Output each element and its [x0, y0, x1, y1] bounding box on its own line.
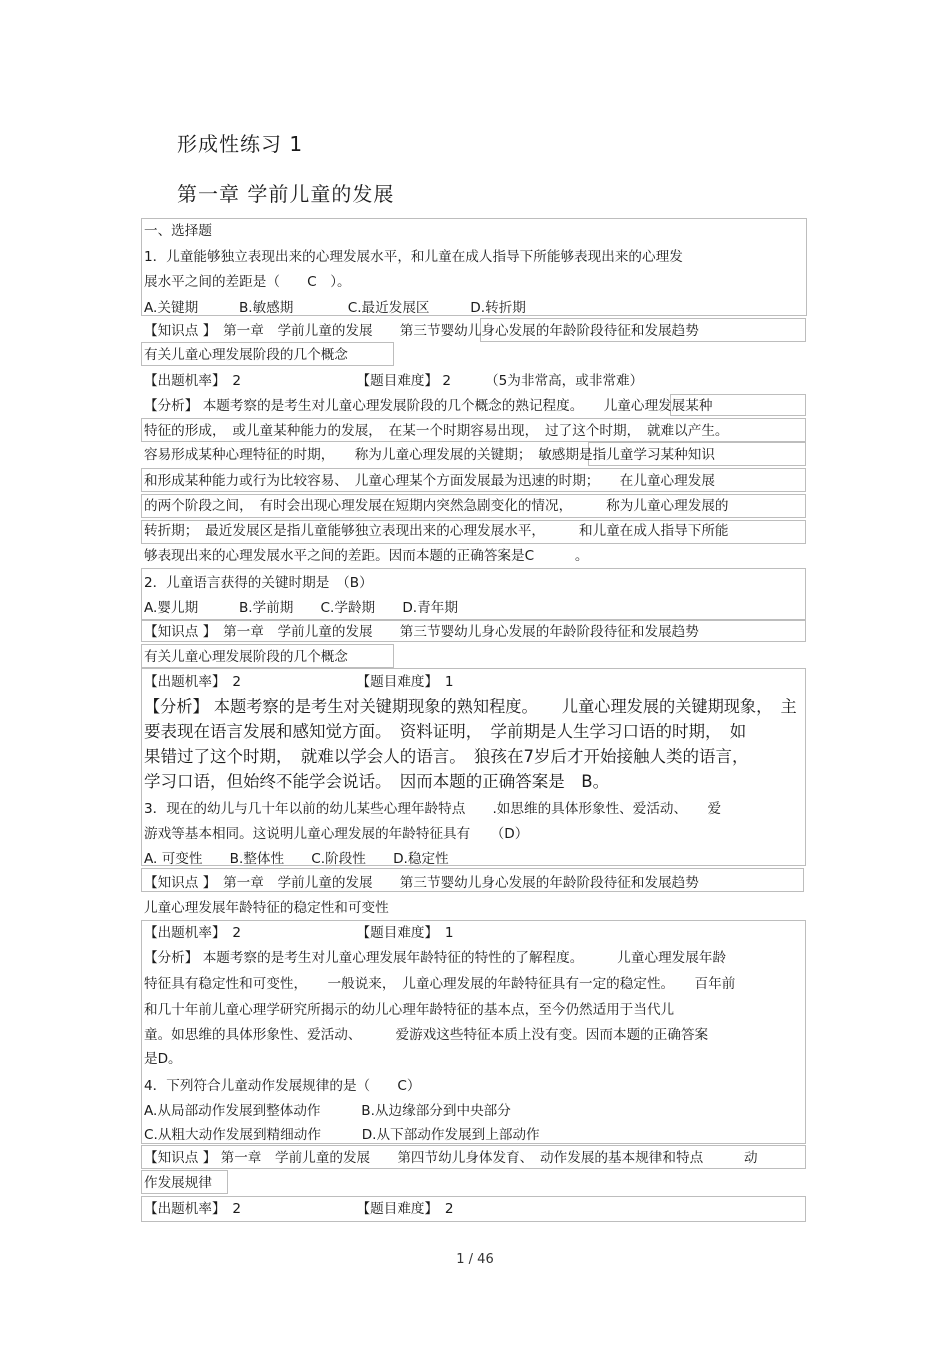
meta-line: 【出题机率】 2 【题目难度】 2 （5为非常高，或非常难）	[144, 373, 644, 389]
knowledge-point: 【知识点 】 第一章 学前儿童的发展 第三节婴幼儿身心发展的年龄阶段待征和发展趋势	[144, 323, 699, 339]
question-text: 3．现在的幼儿与几十年以前的幼儿某些心理年龄特点 .如思维的具体形象性、爱活动、 爱	[144, 801, 722, 817]
answer-options: A.婴儿期 B.学前期 C.学龄期 D.青年期	[144, 600, 458, 616]
analysis-text: 容易形成某种心理特征的时期， 称为儿童心理发展的关键期； 敏感期是指儿童学习某种知识	[144, 447, 715, 463]
answer-options: C.从粗大动作发展到精细动作 D.从下部动作发展到上部动作	[144, 1127, 540, 1143]
question-text: 1．儿童能够独立表现出来的心理发展水平，和儿童在成人指导下所能够表现出来的心理发	[144, 249, 683, 265]
analysis-text: 学习口语，但始终不能学会说话。 因而本题的正确答案是 B。	[144, 772, 610, 791]
meta-line: 【出题机率】 2 【题目难度】 1	[144, 674, 454, 690]
knowledge-point: 【知识点 】 第一章 学前儿童的发展 第三节婴幼儿身心发展的年龄阶段待征和发展趋势	[144, 875, 699, 891]
page-indicator: 1 / 46	[456, 1252, 494, 1267]
analysis-text: 童。如思维的具体形象性、爱活动、 爱游戏这些特征本质上没有变。因而本题的正确答案	[144, 1027, 709, 1043]
answer-options: A.从局部动作发展到整体动作 B.从边缘部分到中央部分	[144, 1103, 511, 1119]
answer-options: A.关键期 B.敏感期 C.最近发展区 D.转折期	[144, 300, 526, 316]
answer-options: A. 可变性 B.整体性 C.阶段性 D.稳定性	[144, 851, 449, 867]
section-heading: 一、选择题	[144, 223, 212, 239]
page-title: 形成性练习 1	[177, 132, 304, 156]
analysis-text: 特征的形成， 或儿童某种能力的发展， 在某一个时期容易出现， 过了这个时期， 就难以产生。	[144, 423, 729, 439]
meta-line: 【出题机率】 2 【题目难度】 2	[144, 1201, 454, 1217]
analysis-text: 和形成某种能力或行为比较容易、 儿童心理某个方面发展最为迅速的时期； 在儿童心理发展	[144, 473, 715, 489]
knowledge-point: 【知识点 】 第一章 学前儿童的发展 第四节幼儿身体发育、 动作发展的基本规律和特点 动	[144, 1150, 758, 1166]
analysis-text: 【分析】 本题考察的是考生对儿童心理发展阶段的几个概念的熟记程度。 儿童心理发展某种	[144, 398, 713, 414]
analysis-text: 【分析】 本题考察的是考生对儿童心理发展年龄特征的特性的了解程度。 儿童心理发展年龄	[144, 950, 727, 966]
analysis-text: 的两个阶段之间， 有时会出现心理发展在短期内突然急剧变化的情况， 称为儿童心理发展的	[144, 498, 729, 514]
knowledge-point: 【知识点 】 第一章 学前儿童的发展 第三节婴幼儿身心发展的年龄阶段待征和发展趋势	[144, 624, 699, 640]
analysis-text: 是D。	[144, 1051, 182, 1067]
question-text: 展水平之间的差距是（ C ）。	[144, 274, 351, 290]
analysis-text: 特征具有稳定性和可变性， 一般说来， 儿童心理发展的年龄特征具有一定的稳定性。 百年前	[144, 976, 736, 992]
analysis-text: 果错过了这个时期， 就难以学会人的语言。 狼孩在7岁后才开始接触人类的语言，	[144, 747, 749, 766]
analysis-text: 和几十年前儿童心理学研究所揭示的幼儿心理年龄特征的基本点，至今仍然适用于当代儿	[144, 1002, 675, 1018]
analysis-text: 够表现出来的心理发展水平之间的差距。因而本题的正确答案是C 。	[144, 548, 589, 564]
analysis-text: 【分析】 本题考察的是考生对关键期现象的熟知程度。 儿童心理发展的关键期现象， 主	[144, 697, 797, 716]
question-text: 2．儿童语言获得的关键时期是 （B）	[144, 575, 373, 591]
analysis-text: 转折期； 最近发展区是指儿童能够独立表现出来的心理发展水平， 和儿童在成人指导下所能	[144, 523, 729, 539]
knowledge-point: 有关儿童心理发展阶段的几个概念	[144, 347, 348, 363]
question-text: 4．下列符合儿童动作发展规律的是（ C）	[144, 1078, 421, 1094]
knowledge-point: 作发展规律	[144, 1175, 212, 1191]
meta-line: 【出题机率】 2 【题目难度】 1	[144, 925, 454, 941]
knowledge-point: 有关儿童心理发展阶段的几个概念	[144, 649, 348, 665]
knowledge-point: 儿童心理发展年龄特征的稳定性和可变性	[144, 900, 389, 916]
chapter-title: 第一章 学前儿童的发展	[177, 182, 395, 206]
question-text: 游戏等基本相同。这说明儿童心理发展的年龄特征具有 （D）	[144, 826, 529, 842]
analysis-text: 要表现在语言发展和感知觉方面。 资料证明， 学前期是人生学习口语的时期， 如	[144, 722, 747, 741]
